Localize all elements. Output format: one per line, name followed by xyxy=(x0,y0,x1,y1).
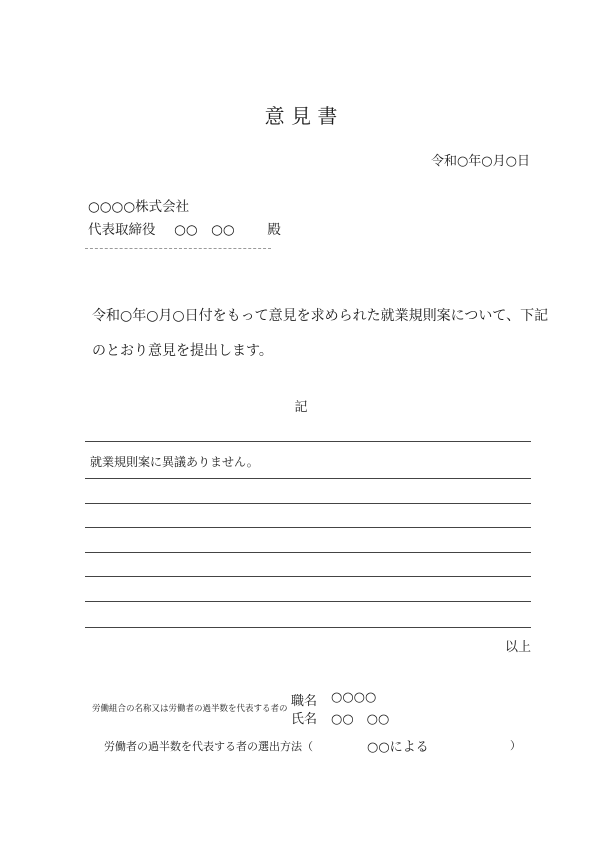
document-date: 令和○年○月○日 xyxy=(430,154,530,169)
document-title: 意 見 書 xyxy=(264,104,338,128)
addressee-line xyxy=(88,218,281,238)
selection-method-value: ○○による xyxy=(367,740,429,755)
selection-method-label: 労働者の過半数を代表する者の選出方法（ xyxy=(104,740,313,753)
opinion-rule xyxy=(85,576,531,577)
representative-label: 労働組合の名称又は労働者の過半数を代表する者の xyxy=(92,704,288,714)
addressee-honorific: 殿 xyxy=(267,222,281,238)
addressee-position: 代表取締役 xyxy=(88,222,156,238)
opinion-rule-top xyxy=(85,441,531,442)
ki-heading: 記 xyxy=(294,400,308,415)
opinion-rule xyxy=(85,478,531,479)
selection-method-close: ） xyxy=(510,739,521,752)
representative-name-label: 氏名 xyxy=(291,712,318,727)
representative-name-value: ○○ ○○ xyxy=(331,712,390,727)
opinion-line-1: 就業規則案に異議ありません。 xyxy=(90,455,259,469)
opinion-rule xyxy=(85,552,531,553)
opinion-rule xyxy=(85,503,531,504)
body-text-line-2: のとおり意見を提出します。 xyxy=(92,343,273,359)
representative-title-label: 職名 xyxy=(291,694,318,709)
opinion-rule xyxy=(85,527,531,528)
opinion-rule-bottom xyxy=(85,627,531,628)
opinion-rule xyxy=(85,601,531,602)
representative-title-value: ○○○○ xyxy=(331,690,377,705)
addressee-name: ○○ ○○ xyxy=(174,222,235,238)
closing-text: 以上 xyxy=(504,640,531,655)
addressee-dotted-underline xyxy=(85,248,271,249)
addressee-company: ○○○○株式会社 xyxy=(88,199,190,215)
body-text-line-1: 令和○年○月○日付をもって意見を求められた就業規則案について、下記 xyxy=(92,308,549,324)
